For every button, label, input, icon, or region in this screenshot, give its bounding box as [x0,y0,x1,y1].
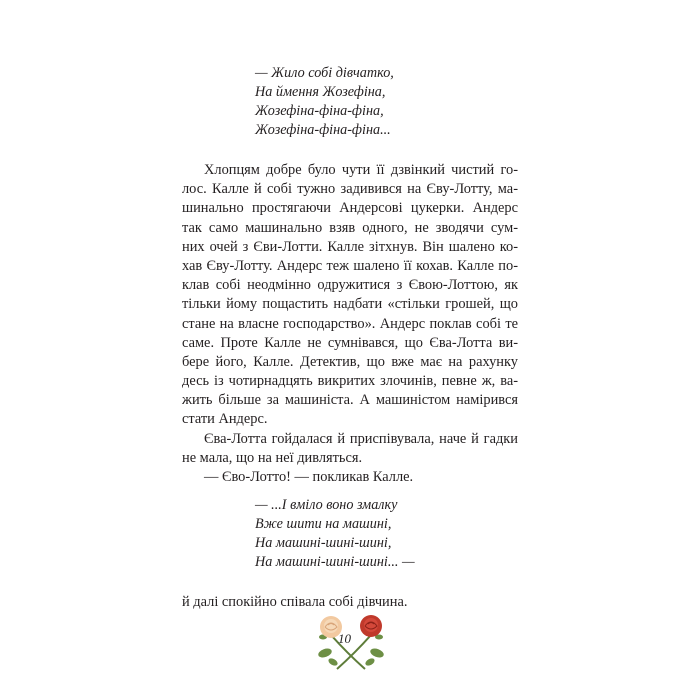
text-line: так само машинально взяв одного, не зводячи сум- [182,219,518,236]
text-line: не мала, що на неї дивляться. [182,449,363,466]
text-line: стане на власне господарство». Андерс поклав собі те [182,315,518,332]
text-line: шинально простягаючи Андерсові цукерки. Андерс [182,200,518,217]
text-line: й далі спокійно співала собі дівчина. [182,594,408,610]
poem-line: Вже шити на машині, [255,516,392,532]
prose-closing [182,593,518,612]
poem-line: На ймення Жозефіна, [255,84,386,100]
two-roses-icon [313,613,389,671]
text-line: Єва-Лотта гойдалася й приспівувала, наче й гадки [204,430,518,447]
text-line: клав собі неодмінно одружитися з Євою-Лоттою, як [182,277,518,294]
text-line: саме. Проте Калле не сумнівався, що Єва-Лотта ви- [182,334,518,351]
poem-stanza-2 [255,496,415,572]
text-line: хав Єву-Лотту. Андерс теж шалено її кохав. Калле по- [182,257,518,274]
text-line: десь із чотирнадцять викритих злочинів, певне ж, ва- [182,373,518,390]
poem-line: Жозефіна-фіна-фіна... [255,122,391,138]
page-number: 10 [338,631,351,646]
poem-line: На машині-шині-шині... — [255,554,415,570]
text-line: Хлопцям добре було чути її дзвінкий чистий го- [204,162,518,178]
text-line: — Єво-Лотто! — покликав Калле. [204,469,414,485]
poem-line: — ...І вміло воно змалку [255,497,398,513]
text-line: лос. Калле й собі тужно задивився на Єву-Лотту, ма- [182,181,518,198]
text-line: жить більше за машиніста. А машиністом намірився [182,392,518,409]
text-line: бере його, Калле. Детектив, що вже має на рахунку [182,353,518,370]
poem-line: Жозефіна-фіна-фіна, [255,103,384,119]
text-line: стати Андерс. [182,411,268,428]
poem-stanza-1 [255,64,394,140]
poem-line: На машині-шині-шині, [255,535,392,551]
text-line: них очей з Єви-Лотти. Калле зітхнув. Він шалено ко- [182,238,518,255]
poem-line: — Жило собі дівчатко, [255,65,394,81]
prose-paragraphs [182,161,518,487]
text-line: тільки йому пощастить надбати «стільки грошей, що [182,296,518,313]
